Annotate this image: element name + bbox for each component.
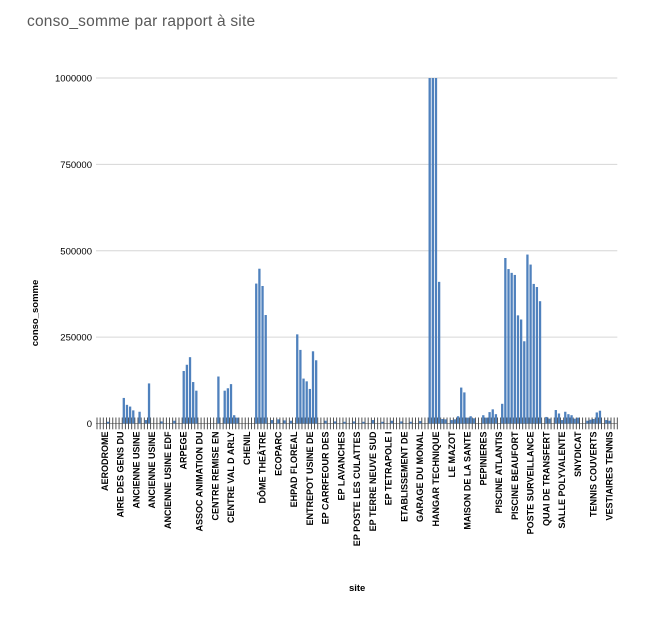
x-category-label: MAISON DE LA SANTE [462, 431, 473, 530]
bar [555, 410, 557, 423]
bar [290, 421, 292, 424]
x-category-label: PISCINE BEAUFORT [509, 431, 520, 521]
x-category-label: EP POSTE LES CULATTES [352, 431, 363, 547]
bar [589, 420, 591, 424]
bar [570, 415, 572, 423]
bar [217, 377, 219, 424]
bar [145, 420, 147, 423]
x-axis-title: site [348, 583, 366, 594]
bar [192, 382, 194, 423]
bar [444, 419, 446, 423]
x-category-label: ANCIENNE USINE [131, 431, 142, 509]
y-tick-label: 750000 [60, 159, 92, 171]
bar [306, 381, 308, 423]
bar [183, 371, 185, 424]
bar [186, 365, 188, 424]
x-category-label: ANCIENNE USINE [147, 431, 158, 509]
bar [362, 422, 364, 424]
bar [138, 412, 140, 424]
bar [353, 421, 355, 423]
bar [148, 383, 150, 423]
x-category-label: EHPAD FLOREAL [289, 431, 300, 508]
bar [507, 269, 509, 423]
bar [107, 422, 109, 424]
y-tick-label: 250000 [60, 332, 92, 344]
bar [296, 334, 298, 423]
bar [283, 420, 285, 423]
x-category-label: SALLE POLYVALENTE [557, 431, 568, 529]
bar [334, 421, 336, 423]
bar [523, 341, 525, 423]
x-category-label: DÔME THEÂTRE [257, 431, 268, 504]
x-category-label: EP TETRAPOLE I [383, 431, 394, 506]
bar [255, 284, 257, 424]
bar [574, 419, 576, 424]
bar [577, 418, 579, 424]
x-category-label: ENTREPOT USINE DE [304, 431, 315, 526]
bar [564, 412, 566, 424]
bar [608, 421, 610, 424]
bar [605, 420, 607, 423]
bar [504, 258, 506, 423]
bar [567, 414, 569, 423]
bar [391, 421, 393, 424]
bar [277, 419, 279, 423]
bar [419, 421, 421, 423]
bar [470, 416, 472, 423]
bar [265, 315, 267, 423]
bar [429, 78, 431, 424]
bar [372, 420, 374, 423]
bar [539, 301, 541, 423]
bar [463, 392, 465, 423]
x-category-label: PEPINIERES [478, 431, 489, 486]
bar [224, 391, 226, 424]
x-category-label: CHENIL [241, 431, 252, 465]
bar [492, 409, 494, 423]
chart-title: conso_somme par rapport à site [27, 13, 256, 30]
y-tick-label: 0 [86, 419, 92, 430]
bar [195, 391, 197, 424]
x-category-label: AIRE DES GENS DU [115, 431, 126, 518]
bar [599, 411, 601, 424]
bar [495, 414, 497, 423]
bar [312, 351, 314, 423]
bar [501, 404, 503, 424]
bar [526, 255, 528, 424]
bar [233, 415, 235, 423]
bar [485, 418, 487, 424]
bar [460, 388, 462, 424]
bar [533, 284, 535, 424]
x-category-label: SNYDICAT [572, 431, 583, 477]
bar [299, 350, 301, 424]
bar [561, 420, 563, 423]
x-category-label: EP TERRE NEUVE SUD [367, 431, 378, 532]
bar [435, 78, 437, 424]
bar [451, 420, 453, 423]
bar [271, 420, 273, 423]
bar [400, 421, 402, 423]
x-category-label: ARPEGE [178, 431, 189, 470]
bar [596, 412, 598, 423]
bar [189, 357, 191, 423]
x-category-label: GARAGE DU MONAL [415, 431, 426, 522]
bar [454, 419, 456, 423]
bar [126, 405, 128, 424]
x-category-label: ASSOC ANIMATION DU [194, 431, 205, 532]
x-category-label: TENNIS COUVERTS [588, 431, 599, 518]
bar [466, 418, 468, 424]
bar [536, 287, 538, 423]
bar [309, 389, 311, 424]
bar [173, 421, 175, 424]
bar [545, 417, 547, 424]
bar [482, 415, 484, 423]
bar [132, 410, 134, 423]
bar [123, 398, 125, 424]
x-category-label: CENTRE REMISE EN [210, 431, 221, 521]
x-category-label: ECOPARC [273, 431, 284, 476]
bar [160, 421, 162, 423]
bar [381, 422, 383, 424]
x-category-label: PISCINE ATLANTIS [494, 431, 505, 514]
bar [302, 379, 304, 424]
bar [230, 384, 232, 423]
bar [258, 269, 260, 424]
bar [529, 265, 531, 424]
bar [129, 407, 131, 424]
bar [517, 315, 519, 423]
bar [343, 422, 345, 424]
x-category-label: HANGAR TECHNIQUE [430, 431, 441, 527]
bar [324, 421, 326, 424]
bar [457, 416, 459, 423]
bar [558, 413, 560, 423]
bar [520, 320, 522, 424]
x-category-label: ETABLISSEMENT DE [399, 431, 410, 522]
bar [548, 419, 550, 424]
bar [438, 282, 440, 424]
x-category-label: CENTRE VAL D ARLY [226, 431, 237, 524]
bar [586, 421, 588, 424]
x-category-label: VESTIAIRES TENNIS [604, 431, 615, 521]
bar [410, 422, 412, 424]
y-axis-title: conso_somme [30, 279, 41, 347]
x-category-label: QUAI DE TRANSFERT [541, 431, 552, 526]
bar [441, 419, 443, 423]
x-category-label: AERODROME [99, 431, 110, 492]
bar [514, 275, 516, 424]
x-category-label: EP CARRFEOUR DES [320, 431, 331, 525]
bar [236, 418, 238, 424]
bar [432, 78, 434, 424]
bar [315, 360, 317, 423]
bar [593, 419, 595, 423]
x-category-label: EP LAVANCHES [336, 431, 347, 501]
y-tick-label: 500000 [60, 246, 92, 258]
bar [227, 388, 229, 423]
x-category-label: ANCIENNE USINE EDF [162, 431, 173, 530]
bar [488, 412, 490, 423]
x-category-label: POSTE SURVEILLANCE [525, 431, 536, 535]
x-category-label: LE MAZOT [446, 431, 457, 478]
y-tick-label: 1000000 [55, 73, 92, 85]
bar [473, 418, 475, 423]
bar [511, 273, 513, 424]
bar [261, 286, 263, 424]
